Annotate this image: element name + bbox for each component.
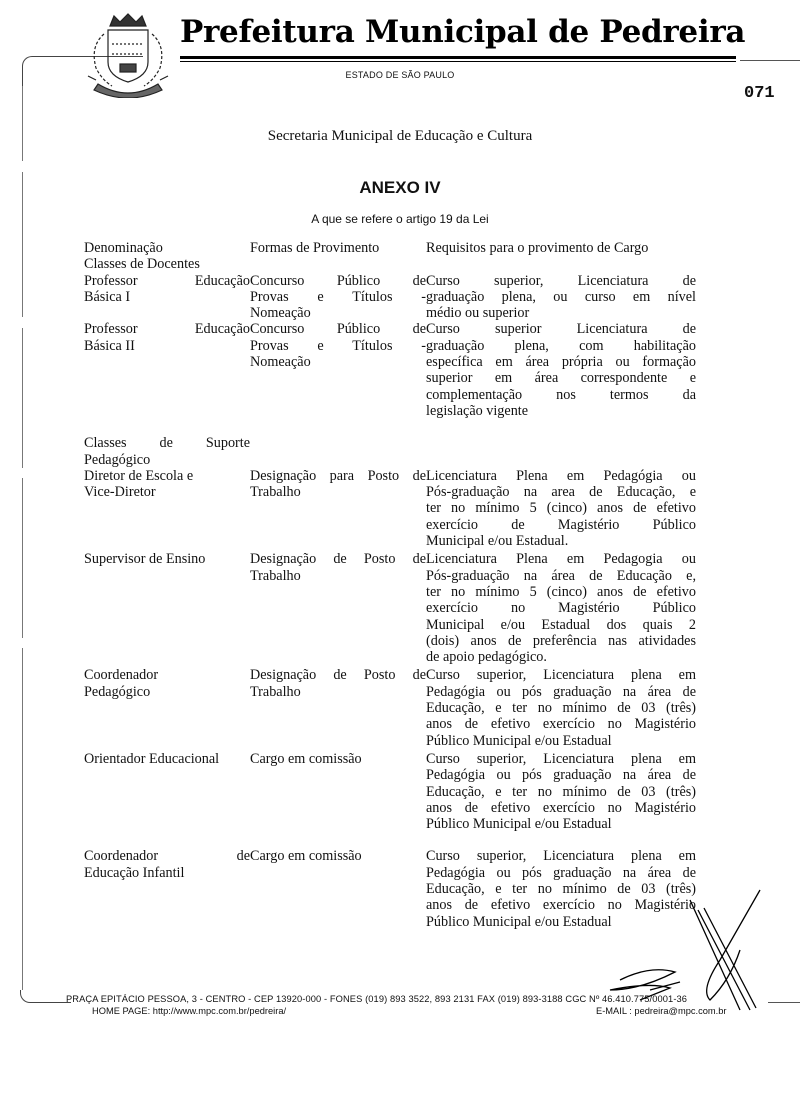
cell-text: Provas e Títulos - (250, 288, 426, 305)
footer-email[interactable]: E-MAIL : pedreira@mpc.com.br (596, 1006, 727, 1016)
cell-text: Cargo em comissão (250, 848, 362, 865)
cell-text: Pós-graduação na area de Educação, e (426, 484, 696, 501)
cell-text: Pedagógia ou pós graduação na área de (426, 864, 696, 881)
frame-line-right-top (740, 60, 800, 61)
department-name: Secretaria Municipal de Educação e Cultura (267, 128, 533, 144)
table-header-row (84, 240, 696, 256)
header-requisitos: Requisitos para o provimento de Cargo (426, 240, 649, 256)
cell-text: Designação de Posto de (250, 551, 426, 568)
title-rule (180, 56, 736, 59)
annex-subtitle: A que se refere o artigo 19 da Lei (311, 212, 489, 226)
coat-of-arms-icon (82, 10, 174, 98)
section-title-docentes (84, 256, 696, 272)
frame-line-left (22, 86, 23, 161)
cell-text: Público Municipal e/ou Estadual (426, 816, 612, 833)
cell-text: Básica II (84, 337, 135, 354)
cell-text: ter no mínimo 5 (cinco) anos de efetivo (426, 500, 696, 517)
cell-text: Curso superior, Licenciatura plena em (426, 750, 696, 767)
cell-text: legislação vigente (426, 402, 529, 419)
table-row (84, 321, 696, 419)
cell-text: graduação plena, com habilitação (426, 337, 696, 354)
cell-text: Educação Infantil (84, 864, 185, 881)
cell-text: Concurso Público de (250, 321, 426, 338)
cell-text: Público Municipal e/ou Estadual (426, 913, 612, 930)
table-row (84, 751, 696, 832)
cell-text: Municipal e/ou Estadual. (426, 533, 569, 550)
cell-text: Professor Educação (84, 272, 250, 289)
cell-text: Pedagógico (84, 683, 151, 700)
section-title: Classes de Suporte (84, 435, 250, 452)
cell-text: Educação, e ter no mínimo de 03 (três) (426, 783, 696, 800)
footer-address: PRAÇA EPITÁCIO PESSOA, 3 - CENTRO - CEP 13920-000 - FONES (019) 893 3522, 893 2131 FAX (019) 893-3188 CGC Nº 46.410.775/0001-36 (66, 994, 688, 1004)
cell-text: exercício no Magistério Público (426, 600, 696, 617)
header-denominacao: Denominação (84, 240, 163, 256)
frame-line-left (22, 478, 23, 638)
cell-text: Nomeação (250, 354, 311, 371)
state-label: ESTADO DE SÃO PAULO (345, 70, 455, 80)
table-row (84, 667, 696, 748)
cell-text: anos de efetivo exercício no Magistério (426, 799, 696, 816)
requirements-table (84, 240, 696, 930)
cell-text: graduação plena, ou curso em nível (426, 288, 696, 305)
cell-text: ter no mínimo 5 (cinco) anos de efetivo (426, 583, 696, 600)
cell-text: (dois) anos de preferência nas atividades (426, 632, 696, 649)
cell-text: Trabalho (250, 683, 301, 700)
cell-text: Coordenador (84, 667, 159, 684)
cell-text: Vice-Diretor (84, 484, 156, 501)
header-provimento: Formas de Provimento (250, 240, 380, 256)
cell-text: Curso superior, Licenciatura de (426, 272, 696, 289)
page-number: 071 (744, 84, 775, 103)
cell-text: Professor Educação (84, 321, 250, 338)
cell-text: Básica I (84, 288, 131, 305)
cell-text: Curso superior, Licenciatura plena em (426, 667, 696, 684)
cell-text: Provas e Títulos - (250, 337, 426, 354)
table-row (84, 468, 696, 549)
cell-text: Pedagógia ou pós graduação na área de (426, 683, 696, 700)
frame-line-left (22, 328, 23, 468)
cell-text: Pós-graduação na área de Educação e, (426, 567, 696, 584)
cell-text: Trabalho (250, 484, 301, 501)
table-row (84, 551, 696, 665)
cell-text: Curso superior, Licenciatura plena em (426, 848, 696, 865)
cell-text: Pedagógia ou pós graduação na área de (426, 767, 696, 784)
cell-text: Coordenador de (84, 848, 250, 865)
cell-text: anos de efetivo exercício no Magistério (426, 716, 696, 733)
cell-text: Trabalho (250, 567, 301, 584)
section-title: Classes de Docentes (84, 256, 200, 273)
cell-text: Designação para Posto de (250, 467, 426, 484)
table-row (84, 273, 696, 322)
cell-text: complementação nos termos da (426, 386, 696, 403)
footer-homepage[interactable]: HOME PAGE: http://www.mpc.com.br/pedreira/ (92, 1006, 287, 1016)
cell-text: anos de efetivo exercício no Magistério (426, 897, 696, 914)
cell-text: médio ou superior (426, 305, 530, 322)
cell-text: Supervisor de Ensino (84, 551, 206, 568)
cell-text: superior em área correspondente e (426, 370, 696, 387)
cell-text: Educação, e ter no mínimo de 03 (três) (426, 880, 696, 897)
cell-text: de apoio pedagógico. (426, 649, 547, 666)
frame-corner-bottom (20, 990, 71, 1003)
cell-text: específica em área própria ou formação (426, 354, 696, 371)
cell-text: Designação de Posto de (250, 667, 426, 684)
cell-text: Diretor de Escola e (84, 467, 194, 484)
cell-text: Orientador Educacional (84, 750, 220, 767)
cell-text: Concurso Público de (250, 272, 426, 289)
cell-text: Municipal e/ou Estadual dos quais 2 (426, 616, 696, 633)
frame-line-left (22, 172, 23, 317)
municipality-title: Prefeitura Municipal de Pedreira (180, 14, 746, 50)
frame-line-left (22, 648, 23, 990)
cell-text: Educação, e ter no mínimo de 03 (três) (426, 700, 696, 717)
cell-text: Licenciatura Plena em Pedagógia ou (426, 467, 696, 484)
cell-text: exercício de Magistério Público (426, 516, 696, 533)
cell-text: Nomeação (250, 305, 311, 322)
cell-text: Público Municipal e/ou Estadual (426, 732, 612, 749)
title-rule-thin (180, 61, 736, 62)
cell-text: Cargo em comissão (250, 750, 362, 767)
cell-text: Licenciatura Plena em Pedagogia ou (426, 551, 696, 568)
cell-text: Curso superior Licenciatura de (426, 321, 696, 338)
section-title-suporte (84, 435, 696, 468)
annex-title: ANEXO IV (359, 178, 441, 197)
section-title: Pedagógico (84, 451, 151, 468)
